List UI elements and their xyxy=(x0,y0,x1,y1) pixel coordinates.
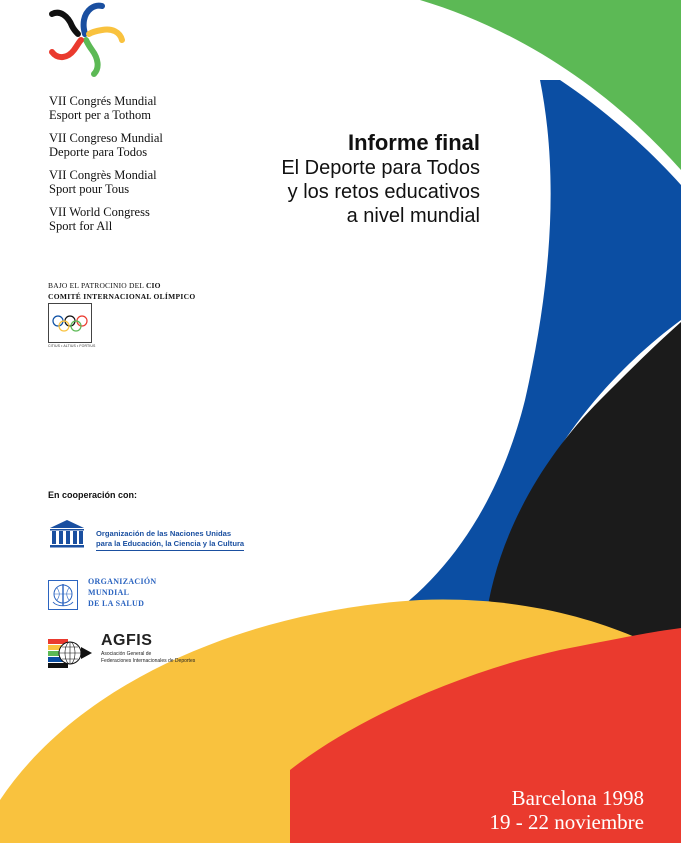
event-place-year: Barcelona 1998 xyxy=(511,786,644,810)
report-title: Informe final xyxy=(347,130,480,155)
congress-entry-spanish: VII Congreso Mundial Deporte para Todos xyxy=(49,131,163,159)
agfis-full-name: Asociación General de Federaciones Internacionales de Deportes xyxy=(101,651,196,664)
olympic-rings-icon xyxy=(49,304,91,342)
event-place-dates xyxy=(489,786,644,834)
congress-entry-french: VII Congrès Mondial Sport pour Tous xyxy=(49,168,157,196)
congress-logo-icon xyxy=(44,2,126,78)
unesco-temple-icon xyxy=(48,518,86,550)
agfis-globe-icon xyxy=(48,637,93,669)
unesco-name: Organización de las Naciones Unidas para la Educación, la Ciencia y la Cultura xyxy=(96,529,244,551)
event-dates: 19 - 22 noviembre xyxy=(489,810,644,834)
congress-entry-english: VII World Congress Sport for All xyxy=(49,205,150,233)
report-subtitle: El Deporte para Todos y los retos educativos a nivel mundial xyxy=(281,157,480,227)
who-emblem-icon xyxy=(48,580,78,610)
patronage: BAJO EL PATROCINIO DEL CIO COMITÉ INTERNACIONAL OLÍMPICO xyxy=(48,281,196,301)
olympic-motto: CITIUS • ALTIUS • FORTIUS xyxy=(48,344,96,348)
olympic-rings-logo xyxy=(48,303,92,343)
congress-names xyxy=(49,94,249,242)
who-name: ORGANIZACIÓN MUNDIAL DE LA SALUD xyxy=(88,577,157,608)
cooperation-label: En cooperación con: xyxy=(48,490,138,500)
congress-entry-catalan: VII Congrés Mundial Esport per a Tothom xyxy=(49,94,157,122)
agfis-name: AGFIS xyxy=(101,632,153,649)
report-title-block xyxy=(281,130,480,228)
